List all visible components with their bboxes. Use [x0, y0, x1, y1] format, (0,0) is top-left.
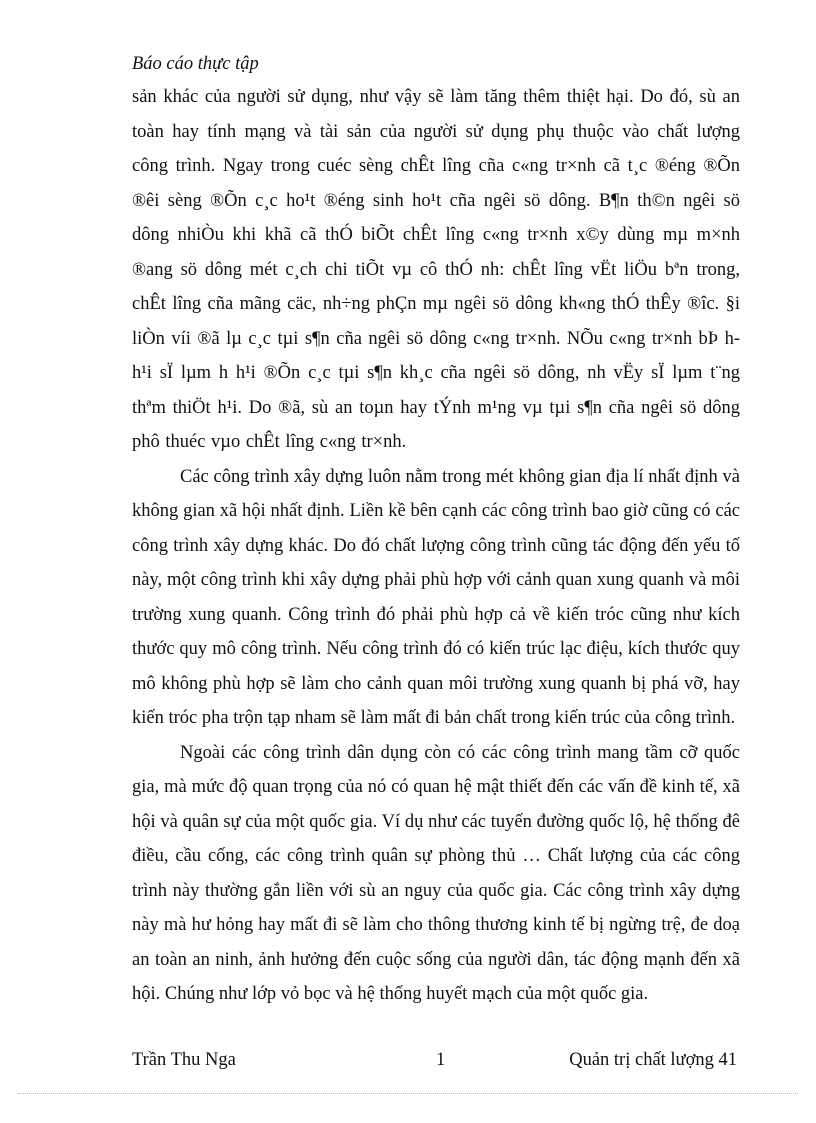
footer-author: Trần Thu Nga [132, 1050, 236, 1070]
page-break-divider [18, 1093, 798, 1094]
paragraph-2: Các công trình xây dựng luôn nằm trong mét không gian địa lí nhất định và không gian xã hội nhất định. Liền kề bên cạnh các công trình bao giờ cũng có các công trình xây dựng khác. Do đó chất lượng công trình cũng tác động đến yếu tố này, một công trình khi xây dựng phải phù hợp với cảnh quan xung quanh và môi trường xung quanh. Công trình đó phải phù hợp cả về kiến tróc cũng như kích thước quy mô công trình. Nếu công trình đó có kiến trúc lạc điệu, kích thước quy mô không phù hợp sẽ làm cho cảnh quan môi trường xung quanh bị phá vỡ, hay kiến tróc pha trộn tạp nham sẽ làm mất đi bản chất trong kiến trúc của công trình. [132, 466, 740, 728]
paragraph-1: sản khác của người sử dụng, như vậy sẽ làm tăng thêm thiệt hại. Do đó, sù an toàn hay tính mạng và tài sản của người sử dụng phụ thuộc vào chất lượng công trình. Ngay trong cuéc sèng chÊt lîng cña c«ng tr×nh cã t¸c ®éng ®Õn ®êi sèng ®Õn c¸c ho¹t ®éng sinh ho¹t cña ngêi sö dông. B¶n th©n ngêi sö dông nhiÒu khi khã cã thÓ biÕt chÊt lîng c«ng tr×nh x©y dùng mµ m×nh ®ang sö dông mét c¸ch chi tiÕt vµ cô thÓ nh: chÊt lîng vËt liÖu bªn trong, chÊt lîng cña mãng cäc, nh÷ng phÇn mµ ngêi sö dông kh«ng thÓ thÊy ®îc. §i liÒn víi ®ã lµ c¸c tµi s¶n cña ngêi sö dông c«ng tr×nh. NÕu c«ng tr×nh bÞ h h¹i sÏ lµm h h¹i ®Õn c¸c tµi s¶n kh¸c cña ngêi sö dông, nh vËy sÏ lµm t¨ng thªm thiÖt h¹i. Do ®ã, sù an toµn hay tÝnh m¹ng vµ tµi s¶n cña ngêi sö dông phô thuéc vµo chÊt lîng c«ng tr×nh. [132, 87, 740, 452]
document-body [132, 80, 740, 1012]
running-header: Báo cáo thực tập [132, 54, 259, 74]
footer-page-number: 1 [436, 1050, 446, 1070]
paragraph-3: Ngoài các công trình dân dụng còn có các công trình mang tầm cỡ quốc gia, mà mức độ quan trọng của nó có quan hệ mật thiết đến các vấn đề kinh tế, xã hội và quân sự của một quốc gia. Ví dụ như các tuyến đường quốc lộ, hệ thống đê điều, cầu cống, các công trình quân sự phòng thủ … Chất lượng của các công trình này thường gắn liền với sù an nguy của quốc gia. Các công trình xây dựng này mà hư hỏng hay mất đi sẽ làm cho thông thương kinh tế bị ngừng trệ, đe doạ an toàn an ninh, ảnh hưởng đến cuộc sống của người dân, tác động mạnh đến xã hội. Chúng như lớp vỏ bọc và hệ thống huyết mạch của một quốc gia. [132, 742, 740, 1004]
footer-course: Quản trị chất lượng 41 [569, 1050, 737, 1070]
